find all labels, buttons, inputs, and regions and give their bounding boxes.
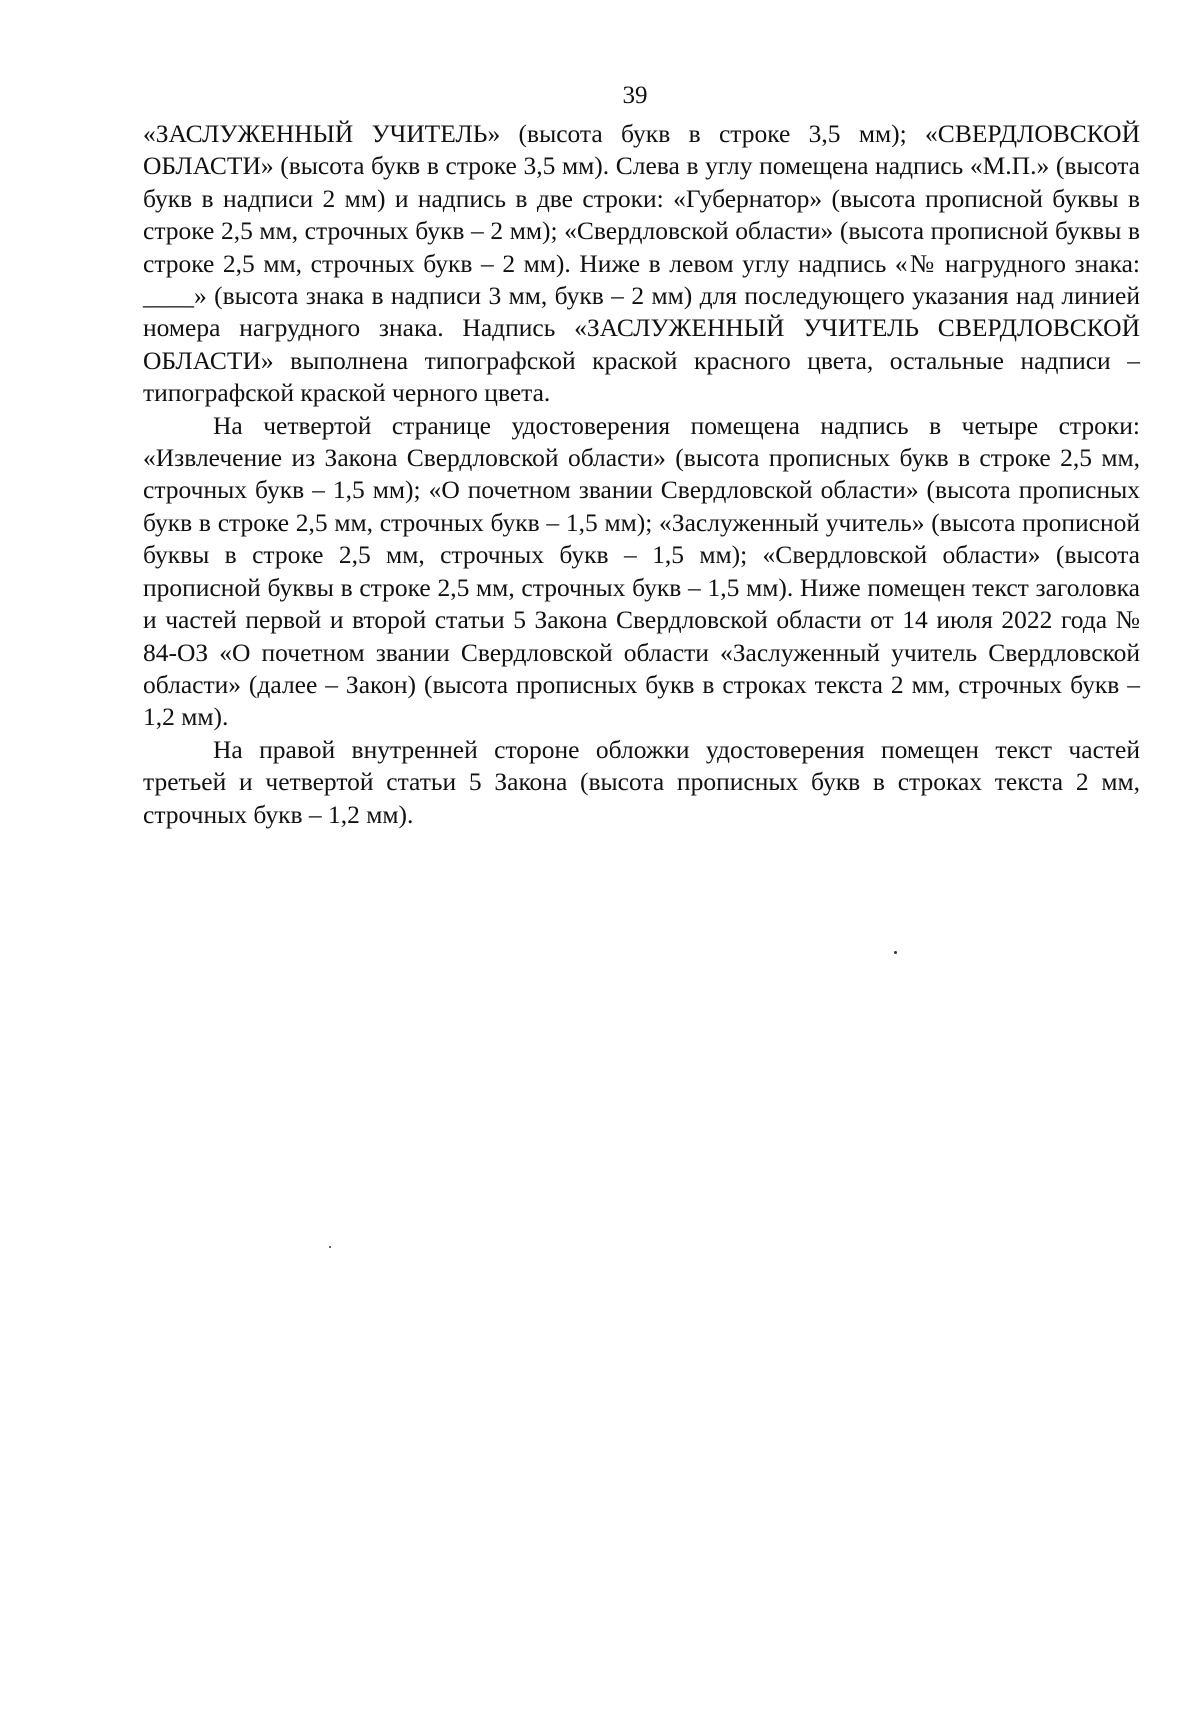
page-number: 39: [622, 82, 648, 109]
scan-speck: [329, 1246, 331, 1248]
document-body: [143, 118, 1140, 831]
scan-speck: [894, 951, 897, 954]
paragraph-continuation: «ЗАСЛУЖЕННЫЙ УЧИТЕЛЬ» (высота букв в строке 3,5 мм); «СВЕРДЛОВСКОЙ ОБЛАСТИ» (высота букв в строке 3,5 мм). Слева в углу помещена надпись «М.П.» (высота букв в надписи 2 мм) и надпись в две строки: «Губернатор» (высота прописной буквы в строке 2,5 мм, строчных букв – 2 мм); «Свердловской области» (высота прописной буквы в строке 2,5 мм, строчных букв – 2 мм). Ниже в левом углу надпись «№ нагрудного знака: ____» (высота знака в надписи 3 мм, букв – 2 мм) для последующего указания над линией номера нагрудного знака. Надпись «ЗАСЛУЖЕННЫЙ УЧИТЕЛЬ СВЕРДЛОВСКОЙ ОБЛАСТИ» выполнена типографской краской красного цвета, остальные надписи – типографской краской черного цвета.: [143, 119, 1140, 408]
paragraph-inner-cover: На правой внутренней стороне обложки удостоверения помещен текст частей третьей и четвертой статьи 5 Закона (высота прописных букв в строках текста 2 мм, строчных букв – 1,2 мм).: [143, 734, 1140, 829]
paragraph-fourth-page: На четвертой странице удостоверения помещена надпись в четыре строки: «Извлечение из Закона Свердловской области» (высота прописных букв в строке 2,5 мм, строчных букв – 1,5 мм); «О почетном звании Свердловской области» (высота прописных букв в строке 2,5 мм, строчных букв – 1,5 мм); «Заслуженный учитель» (высота прописной буквы в строке 2,5 мм, строчных букв – 1,5 мм); «Свердловской области» (высота прописной буквы в строке 2,5 мм, строчных букв – 1,5 мм). Ниже помещен текст заголовка и частей первой и второй статьи 5 Закона Свердловской области от 14 июля 2022 года № 84-ОЗ «О почетном звании Свердловской области «Заслуженный учитель Свердловской области» (далее – Закон) (высота прописных букв в строках текста 2 мм, строчных букв – 1,2 мм).: [143, 410, 1140, 732]
